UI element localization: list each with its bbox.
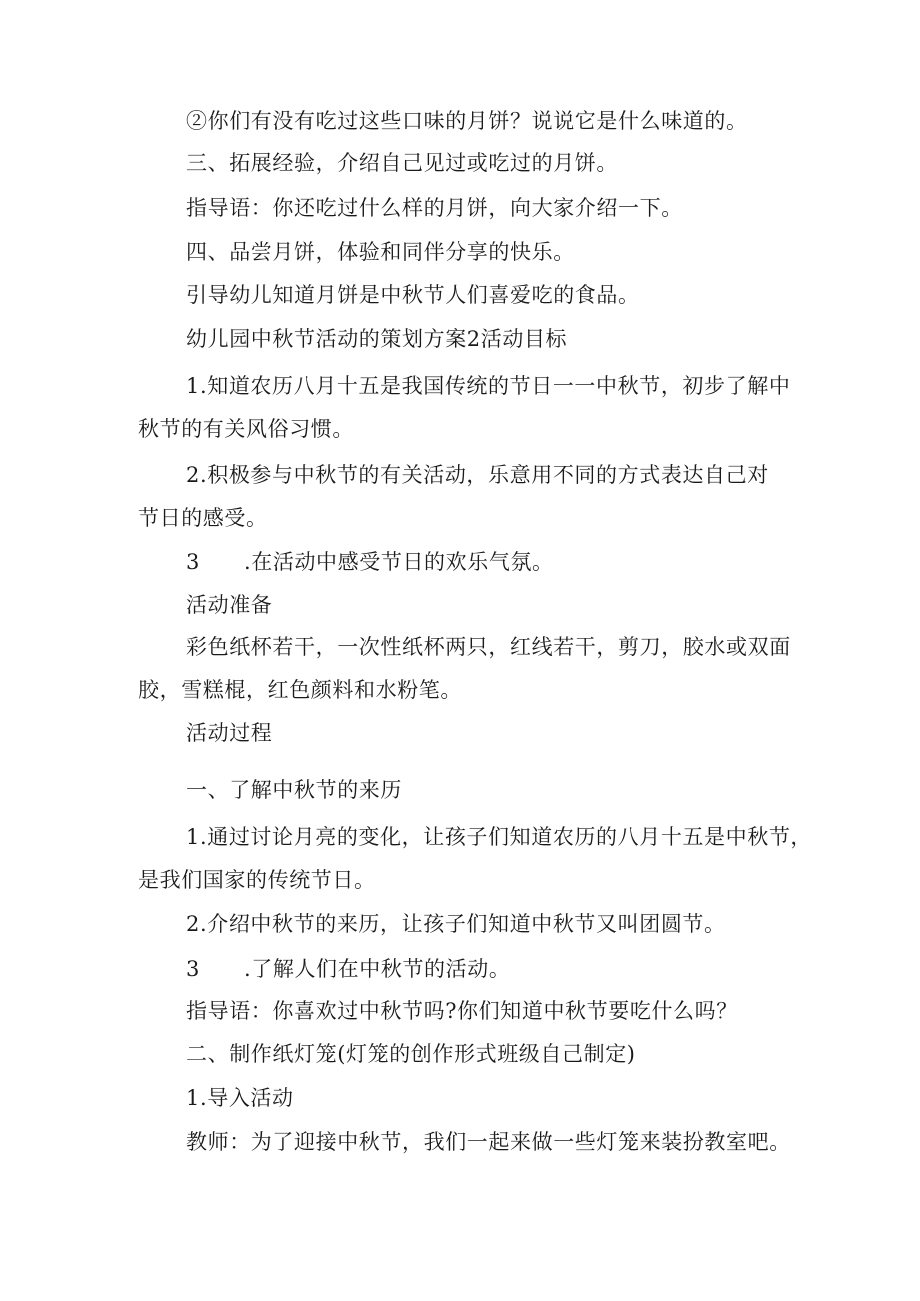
section-heading: 二、制作纸灯笼(灯笼的创作形式班级自己制定) <box>186 1042 636 1066</box>
text-line: 指导语：你还吃过什么样的月饼，向大家介绍一下。 <box>186 196 683 220</box>
text-line: 彩色纸杯若干，一次性纸杯两只，红线若干，剪刀，胶水或双面 <box>186 635 791 659</box>
text-line: 节日的感受。 <box>138 506 268 530</box>
document-title: 幼儿园中秋节活动的策划方案2活动目标 <box>186 327 568 351</box>
text-line: 秋节的有关风俗习惯。 <box>138 417 354 441</box>
text-line: 引导幼儿知道月饼是中秋节人们喜爱吃的食品。 <box>186 283 640 307</box>
text-line: 教师：为了迎接中秋节，我们一起来做一些灯笼来装扮教室吧。 <box>186 1130 791 1154</box>
text-line: 胶，雪糕棍，红色颜料和水粉笔。 <box>138 678 462 702</box>
list-number: 3 <box>186 957 200 981</box>
section-heading: 活动准备 <box>186 593 273 617</box>
section-heading: 活动过程 <box>186 721 273 745</box>
section-heading: 四、品尝月饼，体验和同伴分享的快乐。 <box>186 240 575 264</box>
text-line: 1.通过讨论月亮的变化，让孩子们知道农历的八月十五是中秋节， <box>186 825 813 849</box>
text-line: 指导语：你喜欢过中秋节吗?你们知道中秋节要吃什么吗？ <box>186 999 738 1023</box>
list-item <box>186 955 510 983</box>
text-line: 1.知道农历八月十五是我国传统的节日一一中秋节，初步了解中 <box>186 374 791 398</box>
list-number: 3 <box>186 550 200 574</box>
list-text: .在活动中感受节日的欢乐气氛。 <box>243 550 554 574</box>
text-line: 2.积极参与中秋节的有关活动，乐意用不同的方式表达自己对 <box>186 463 769 487</box>
text-line: 2.介绍中秋节的来历，让孩子们知道中秋节又叫团圆节。 <box>186 912 726 936</box>
text-line: ②你们有没有吃过这些口味的月饼？说说它是什么味道的。 <box>186 109 748 133</box>
list-item <box>186 548 554 576</box>
list-item: 1.导入活动 <box>186 1086 294 1110</box>
section-heading: 三、拓展经验，介绍自己见过或吃过的月饼。 <box>186 151 618 175</box>
list-text: .了解人们在中秋节的活动。 <box>243 957 511 981</box>
section-heading: 一、了解中秋节的来历 <box>186 778 402 802</box>
text-line: 是我们国家的传统节日。 <box>138 868 376 892</box>
